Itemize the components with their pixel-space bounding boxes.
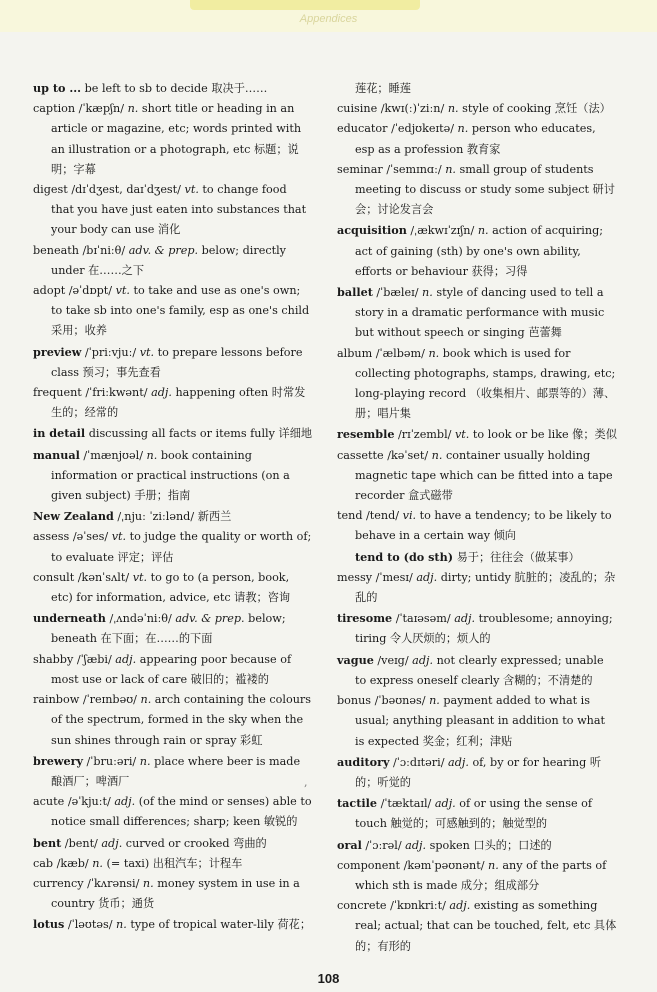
phonetic: /bent/ (61, 836, 102, 850)
headword: in detail (33, 426, 86, 441)
phonetic: /ˈmesɪ/ (372, 570, 417, 584)
headword: cassette (337, 448, 384, 462)
headword: underneath (33, 611, 106, 626)
part-of-speech: vt. (111, 530, 127, 544)
headword: cab (33, 856, 54, 870)
definition: of or using the sense of touch 触觉的；可感触到的；触觉型的 (355, 797, 593, 831)
glossary-entry (337, 282, 617, 344)
phonetic: /əˈdɒpt/ (65, 284, 116, 298)
definition: appearing poor because of most use or lack of care 破旧的；褴褛的 (51, 652, 292, 686)
definition: 新西兰 (197, 510, 232, 524)
glossary-entry (33, 608, 313, 649)
phonetic: /veɪg/ (373, 653, 413, 667)
definition: dirty; untidy 肮脏的；凌乱的；杂乱的 (355, 570, 616, 605)
headword: up to ... (33, 81, 82, 95)
part-of-speech: n. (422, 286, 433, 300)
glossary-entry (33, 833, 313, 854)
glossary-entry (337, 793, 617, 834)
glossary-entry (33, 506, 313, 527)
definition: place where beer is made 酿酒厂；啤酒厂 (51, 754, 301, 788)
part-of-speech: n. (142, 876, 154, 890)
glossary-entry (33, 78, 313, 99)
part-of-speech: adj. (449, 899, 471, 913)
definition: to go to (a person, book, etc) for information, advice, etc 请教；咨询 (51, 570, 291, 605)
part-of-speech: n. (140, 693, 152, 707)
phonetic: /dɪˈdʒest, daɪˈdʒest/ (67, 183, 185, 197)
glossary-entry (337, 446, 617, 507)
part-of-speech: adj. (151, 386, 172, 400)
phonetic: /ˈtæktaɪl/ (377, 797, 435, 811)
phonetic: /ˈtaɪəsəm/ (392, 612, 455, 626)
headword: shabby (33, 652, 74, 666)
part-of-speech: adj. (101, 836, 123, 850)
phonetic: /ˈmænjʊəl/ (79, 448, 147, 462)
glossary-left-column (33, 78, 313, 936)
part-of-speech: adv. & prep. (128, 243, 199, 257)
phonetic: /ˈsemɪnɑː/ (382, 162, 446, 176)
definition: to look or be like 像；类似 (469, 428, 617, 442)
headword: consult (33, 570, 75, 584)
part-of-speech: n. (146, 448, 158, 462)
phonetic: /ˈfriːkwənt/ (81, 386, 152, 400)
glossary-entry (33, 568, 313, 608)
part-of-speech: n. (457, 122, 469, 136)
definition: money system in use in a country 货币；通货 (51, 876, 300, 911)
header-decoration (190, 0, 420, 10)
glossary-entry (33, 874, 313, 914)
phonetic: /kwɪ(ː)ˈziːn/ (377, 102, 448, 116)
glossary-entry (337, 568, 617, 608)
definition: container usually holding magnetic tape which can be fitted into a tape recorder 盒式磁带 (355, 448, 613, 503)
stray-mark: , (304, 776, 308, 789)
part-of-speech: vi. (402, 509, 417, 523)
part-of-speech: adj. (405, 838, 427, 852)
headword: educator (337, 122, 388, 136)
phonetic: /kəˈset/ (383, 448, 432, 462)
definition: to judge the quality or worth of; to evaluate 评定；评估 (51, 530, 312, 564)
definition: payment added to what is usual; anything pleasant in addition to what is expected 奖金；红利；津贴 (355, 694, 606, 748)
glossary-entry (33, 650, 313, 690)
headword: ballet (337, 285, 373, 300)
phonetic: /bɪˈniːθ/ (78, 243, 129, 257)
glossary-entry (33, 914, 313, 935)
definition: happening often 时常发生的；经常的 (51, 386, 306, 420)
definition: to take and use as one's own; to take sb into one's family, esp as one's child 采用；收养 (51, 284, 310, 338)
phonetic: /ˈbruːəri/ (82, 754, 140, 768)
phonetic: /ˌækwɪˈzɪʃn/ (406, 224, 478, 238)
definition: below; beneath 在下面；在……的下面 (51, 612, 286, 646)
part-of-speech: n. (445, 162, 456, 176)
part-of-speech: n. (92, 856, 103, 870)
part-of-speech: n. (488, 858, 499, 872)
headword: digest (33, 183, 68, 197)
definition: book which is used for collecting photographs, stamps, drawing, etc; long-playing record （收集相片、邮票等的）薄、册；唱片集 (355, 346, 616, 421)
definition: to prepare lessons before class 预习；事先查看 (51, 345, 303, 379)
glossary-entry (33, 281, 313, 342)
glossary-entry (33, 690, 313, 751)
phonetic: /ˈɔːdɪtəri/ (389, 755, 449, 769)
headword: concrete (337, 899, 387, 913)
phonetic: /rɪˈzembl/ (394, 428, 455, 442)
headword: album (337, 346, 373, 360)
part-of-speech: adj. (114, 795, 136, 809)
part-of-speech: n. (127, 102, 139, 116)
glossary-subentry (337, 547, 617, 568)
definition: curved or crooked 弯曲的 (122, 836, 267, 850)
phrase-headword: tend to (do sth) (355, 549, 454, 564)
phonetic: /ˈkæpʃn/ (75, 102, 128, 116)
phonetic: /əˈkjuːt/ (64, 795, 115, 809)
phonetic: /ˈkʌrənsi/ (83, 876, 143, 890)
headword: tiresome (337, 611, 393, 626)
glossary-entry (33, 180, 313, 241)
glossary-entry-continued (337, 79, 617, 99)
part-of-speech: vt. (115, 284, 130, 298)
part-of-speech: n. (431, 448, 443, 462)
definition: be left to sb to decide 取决于…… (81, 82, 268, 95)
part-of-speech: n. (477, 224, 489, 238)
part-of-speech: n. (429, 694, 440, 708)
glossary-entry (33, 445, 313, 507)
headword: component (337, 858, 401, 872)
headword: tend (337, 509, 363, 523)
page-number: 108 (317, 971, 340, 986)
phonetic: /ˈbæleɪ/ (372, 286, 423, 300)
phonetic: /ˌnjuː ˈziːlənd/ (113, 510, 198, 524)
definition: style of cooking 烹饪（法） (458, 102, 611, 116)
definition: 莲花；睡莲 (355, 82, 411, 95)
glossary-right-column (337, 79, 617, 957)
definition: book containing information or practical instructions (on a given subject) 手册；指南 (51, 448, 290, 503)
headword: bent (33, 835, 62, 850)
definition: (= taxi) 出租汽车；计程车 (102, 856, 243, 870)
part-of-speech: adj. (454, 612, 476, 626)
part-of-speech: adv. & prep. (175, 612, 245, 626)
headword: manual (33, 447, 80, 462)
part-of-speech: n. (447, 102, 459, 116)
part-of-speech: n. (139, 754, 151, 768)
part-of-speech: n. (116, 918, 127, 932)
glossary-entry (337, 99, 617, 119)
part-of-speech: adj. (412, 653, 434, 667)
definition: troublesome; annoying; tiring 令人厌烦的；烦人的 (355, 612, 613, 646)
glossary-entry (337, 344, 617, 425)
phonetic: /ˈreɪnbəʊ/ (79, 693, 141, 707)
glossary-entry (33, 527, 313, 567)
glossary-entry (337, 896, 617, 957)
definition: short title or heading in an article or magazine, etc; words printed with an illustration or a photograph, etc 标题；说明；字幕 (51, 102, 302, 176)
glossary-entry (337, 752, 617, 793)
part-of-speech: adj. (416, 570, 438, 584)
definition: 易于；往往会（做某事） (453, 550, 580, 564)
headword: frequent (33, 386, 82, 400)
phonetic: /kæb/ (53, 856, 93, 870)
headword: New Zealand (33, 509, 114, 524)
headword: bonus (337, 694, 372, 708)
headword: currency (33, 876, 84, 890)
glossary-entry (33, 751, 313, 792)
part-of-speech: vt. (132, 570, 148, 584)
phonetic: /kənˈsʌlt/ (74, 570, 133, 584)
headword: auditory (337, 754, 390, 769)
definition: discussing all facts or items fully 详细地 (88, 427, 313, 441)
glossary-entry (337, 856, 617, 896)
glossary-entry (337, 220, 617, 282)
phonetic: /əˈses/ (69, 530, 112, 544)
headword: acquisition (337, 223, 407, 238)
headword: caption (33, 102, 76, 116)
phonetic: /ˈælbəm/ (372, 346, 429, 360)
part-of-speech: vt. (454, 428, 470, 442)
definition: spoken 口头的；口述的 (426, 838, 552, 852)
headword: tactile (337, 796, 378, 811)
phonetic: /ˌʌndəˈniːθ/ (105, 612, 176, 626)
definition: style of dancing used to tell a story in a dramatic performance with music but without speech or singing 芭蕾舞 (355, 286, 605, 340)
glossary-entry (337, 650, 617, 691)
glossary-entry (33, 383, 313, 423)
phonetic: /ˈbəʊnəs/ (371, 694, 430, 708)
part-of-speech: adj. (434, 797, 456, 811)
glossary-entry (33, 792, 313, 832)
glossary-entry (337, 691, 617, 752)
glossary-entry (33, 423, 313, 444)
glossary-entry (337, 835, 617, 856)
definition: action of acquiring; act of gaining (sth) by one's own ability, efforts or behaviour 获得；习得 (355, 224, 604, 278)
headword: seminar (337, 162, 383, 176)
glossary-entry (33, 241, 313, 281)
definition: to change food that you have just eaten into substances that your body can use 消化 (51, 183, 307, 237)
glossary-entry (337, 119, 617, 159)
glossary-entry (33, 342, 313, 383)
glossary-entry (337, 424, 617, 445)
definition: (of the mind or senses) able to notice small differences; sharp; keen 敏锐的 (51, 795, 312, 829)
phonetic: /ˈkɒnkriːt/ (386, 899, 450, 913)
definition: any of the parts of which sth is made 成分；组成部分 (355, 858, 607, 892)
part-of-speech: adj. (115, 652, 137, 666)
headword: acute (33, 795, 65, 809)
definition: of, by or for hearing 听的；听觉的 (355, 755, 602, 789)
headword: brewery (33, 753, 83, 768)
phonetic: /tend/ (362, 509, 403, 523)
headword: beneath (33, 243, 79, 257)
headword: cuisine (337, 102, 378, 116)
glossary-entry (337, 160, 617, 221)
phonetic: /ˈedjʊkeɪtə/ (387, 122, 458, 136)
headword: vague (337, 652, 374, 667)
headword: messy (337, 570, 373, 584)
glossary-entry (33, 99, 313, 180)
phonetic: /ˈɔːrəl/ (361, 838, 406, 852)
part-of-speech: vt. (184, 183, 199, 197)
phonetic: /ˈʃæbi/ (73, 652, 116, 666)
part-of-speech: adj. (448, 755, 469, 769)
glossary-entry (337, 506, 617, 546)
definition: arch containing the colours of the spectrum, formed in the sky when the sun shines through rain or spray 彩虹 (51, 693, 311, 747)
definition: type of tropical water-lily 荷花； (126, 918, 312, 932)
headword: resemble (337, 427, 395, 442)
phonetic: /ˈpriːvjuː/ (81, 345, 140, 359)
running-header: Appendices (299, 13, 358, 25)
definition: person who educates, esp as a profession 教育家 (355, 122, 596, 156)
definition: small group of students meeting to discuss or study some subject 研讨会；讨论发言会 (355, 162, 615, 217)
headword: lotus (33, 917, 65, 932)
headword: rainbow (33, 693, 80, 707)
headword: adopt (33, 284, 66, 298)
definition: not clearly expressed; unable to express oneself clearly 含糊的；不清楚的 (355, 653, 604, 687)
headword: oral (337, 837, 362, 852)
phonetic: /kəmˈpəʊnənt/ (400, 858, 489, 872)
glossary-entry (33, 854, 313, 874)
definition: existing as something real; actual; that can be touched, felt, etc 具体的；有形的 (355, 899, 617, 953)
glossary-entry (337, 608, 617, 649)
part-of-speech: n. (428, 346, 440, 360)
headword: assess (33, 530, 70, 544)
phonetic: /ˈləʊtəs/ (64, 918, 117, 932)
definition: below; directly under 在……之下 (51, 243, 286, 277)
part-of-speech: vt. (139, 345, 155, 359)
headword: preview (33, 344, 82, 359)
definition: to have a tendency; to be likely to behave in a certain way 倾向 (355, 509, 612, 543)
